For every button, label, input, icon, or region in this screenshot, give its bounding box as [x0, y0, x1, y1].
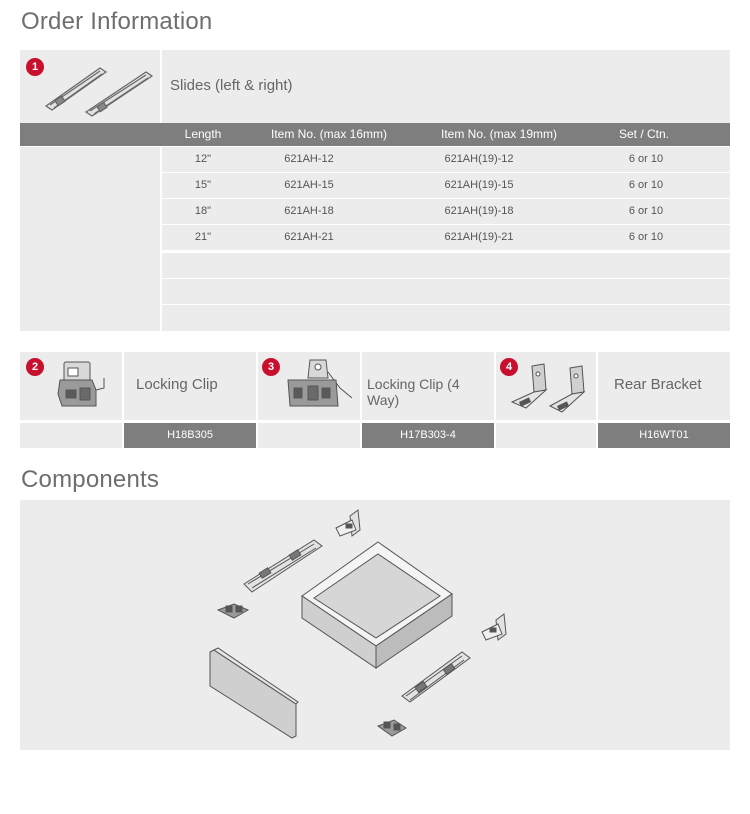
locking-clip-label: Locking Clip	[136, 376, 218, 393]
cell-item-16mm: 621AH-15	[284, 179, 334, 191]
cell-item-19mm: 621AH(19)-21	[444, 231, 514, 243]
order-information-title: Order Information	[21, 8, 213, 35]
table-row-empty	[162, 253, 730, 279]
locking-clip-4way-code-blank	[258, 423, 360, 448]
slides-table-header	[20, 123, 730, 146]
table-row	[162, 225, 730, 251]
locking-clip-icon	[52, 360, 108, 414]
slides-title-cell	[162, 50, 730, 123]
table-row	[162, 173, 730, 199]
locking-clip-4way-image-cell	[258, 352, 360, 420]
locking-clip-4way-code: H17B303-4	[362, 423, 494, 448]
locking-clip-image-cell	[20, 352, 122, 420]
rear-bracket-badge: 4	[500, 358, 518, 376]
header-item-19mm: Item No. (max 19mm)	[440, 127, 557, 141]
cell-item-16mm: 621AH-12	[284, 153, 334, 165]
rear-bracket-label: Rear Bracket	[614, 376, 702, 393]
cell-set-ctn: 6 or 10	[628, 205, 664, 217]
rear-bracket-code-blank	[496, 423, 596, 448]
rear-bracket-code: H16WT01	[598, 423, 730, 448]
rear-bracket-image-cell	[496, 352, 596, 420]
slides-badge: 1	[26, 58, 44, 76]
cell-item-16mm: 621AH-18	[284, 205, 334, 217]
cell-item-16mm: 621AH-21	[284, 231, 334, 243]
locking-clip-4way-icon	[282, 358, 356, 414]
cell-set-ctn: 6 or 10	[628, 231, 664, 243]
cell-length: 18"	[194, 205, 212, 217]
rear-bracket-icon	[510, 362, 592, 416]
drawer-exploded-diagram	[20, 500, 730, 750]
slides-image-cell	[20, 50, 160, 123]
cell-item-19mm: 621AH(19)-12	[444, 153, 514, 165]
locking-clip-4way-label: Locking Clip (4 Way)	[367, 376, 460, 408]
locking-clip-code-blank	[20, 423, 122, 448]
cell-length: 12"	[194, 153, 212, 165]
slide-pair-icon	[42, 58, 154, 118]
cell-length: 15"	[194, 179, 212, 191]
table-row-empty	[162, 305, 730, 331]
cell-item-19mm: 621AH(19)-18	[444, 205, 514, 217]
cell-item-19mm: 621AH(19)-15	[444, 179, 514, 191]
header-length: Length	[184, 127, 222, 141]
table-row	[162, 147, 730, 173]
table-row	[162, 199, 730, 225]
slides-left-blank	[20, 147, 160, 331]
table-row-empty	[162, 279, 730, 305]
cell-set-ctn: 6 or 10	[628, 179, 664, 191]
rear-bracket-label-cell	[598, 352, 730, 420]
cell-length: 21"	[194, 231, 212, 243]
slides-title: Slides (left & right)	[170, 77, 293, 94]
locking-clip-code: H18B305	[124, 423, 256, 448]
locking-clip-label-cell	[124, 352, 256, 420]
header-set-ctn: Set / Ctn.	[618, 127, 670, 141]
header-item-16mm: Item No. (max 16mm)	[270, 127, 387, 141]
components-panel	[20, 500, 730, 750]
locking-clip-4way-label-cell	[362, 352, 494, 420]
locking-clip-4way-badge: 3	[262, 358, 280, 376]
cell-set-ctn: 6 or 10	[628, 153, 664, 165]
components-title: Components	[21, 466, 160, 493]
locking-clip-badge: 2	[26, 358, 44, 376]
